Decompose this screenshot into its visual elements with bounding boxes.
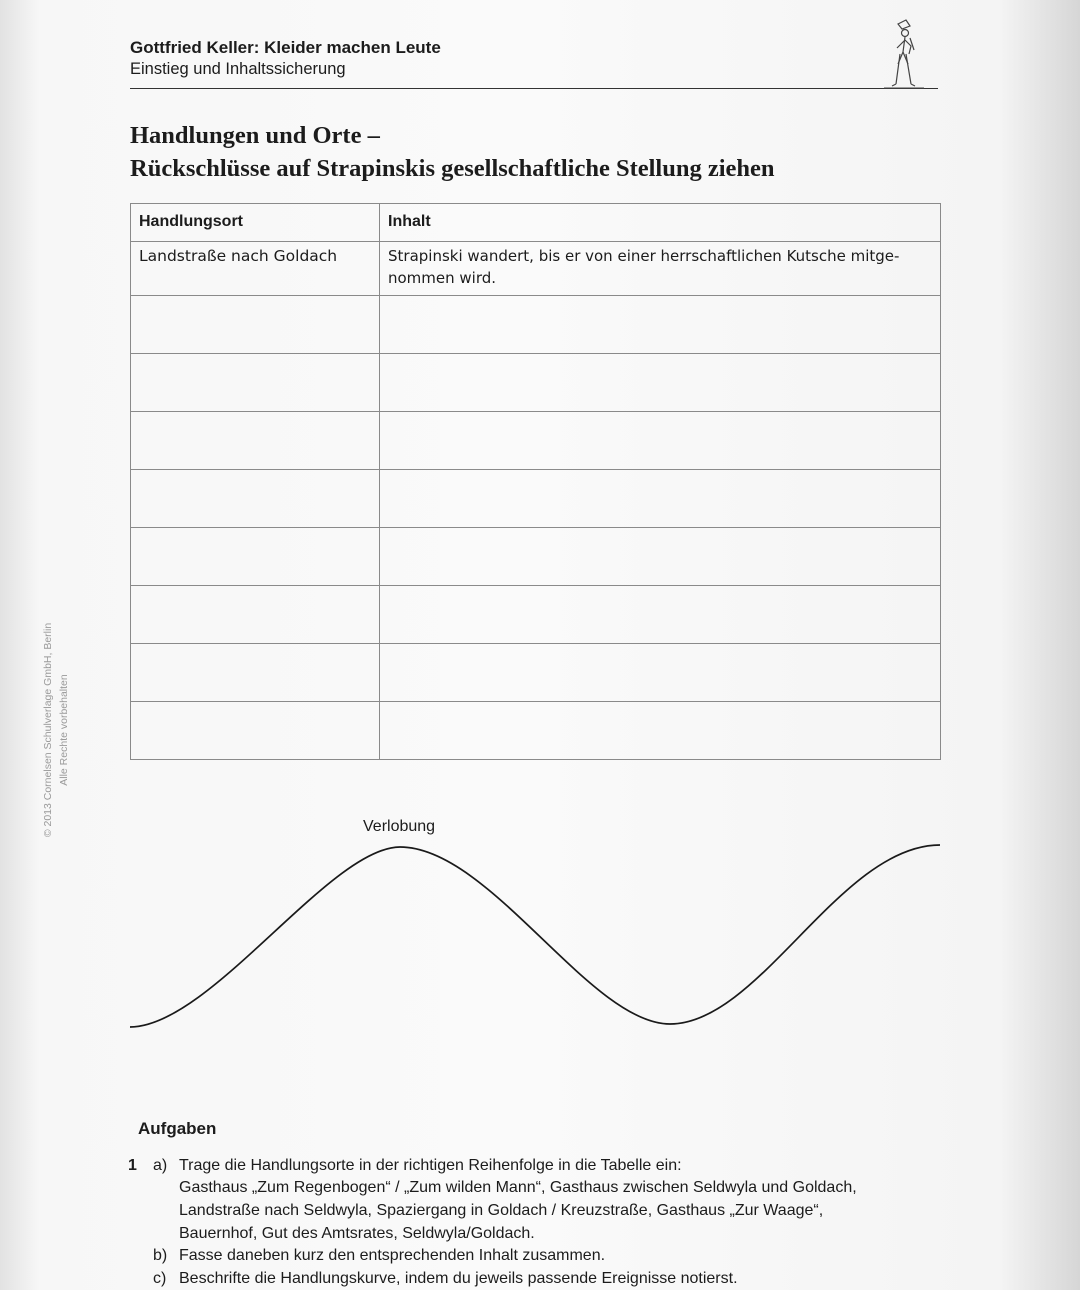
table-row <box>131 470 941 528</box>
place-cell[interactable] <box>131 528 380 586</box>
content-cell[interactable] <box>380 528 941 586</box>
table-row <box>131 586 941 644</box>
table-row <box>131 354 941 412</box>
copyright-notice <box>40 600 72 860</box>
task-c-text: Beschrifte die Handlungskurve, indem du jeweils passende Ereignisse notierst. <box>179 1270 738 1287</box>
place-cell[interactable] <box>131 702 380 760</box>
place-cell[interactable] <box>131 412 380 470</box>
place-cell[interactable] <box>131 644 380 702</box>
header-divider <box>130 88 938 89</box>
heading-line-1: Handlungen und Orte – <box>130 122 380 149</box>
content-cell[interactable] <box>380 242 941 296</box>
place-cell[interactable] <box>131 470 380 528</box>
column-header-place: Handlungsort <box>131 204 380 242</box>
content-cell[interactable] <box>380 702 941 760</box>
table-row <box>131 702 941 760</box>
task-a-marker: a) <box>153 1157 168 1174</box>
table-row <box>131 296 941 354</box>
table-row <box>131 412 941 470</box>
table-row <box>131 528 941 586</box>
table-row <box>131 644 941 702</box>
tasks-heading: Aufgaben <box>138 1119 217 1138</box>
task-c-marker: c) <box>153 1270 167 1287</box>
task-number: 1 <box>128 1157 137 1174</box>
content-cell[interactable] <box>380 586 941 644</box>
place-cell[interactable] <box>131 296 380 354</box>
plot-curve-line <box>130 845 940 1027</box>
header-subtitle: Einstieg und Inhaltssicherung <box>130 60 346 78</box>
plot-curve <box>120 835 950 1040</box>
column-header-content: Inhalt <box>380 204 941 242</box>
table-header-row <box>131 204 941 242</box>
place-cell[interactable]: Landstraße nach Goldach <box>131 242 380 296</box>
content-cell[interactable] <box>380 644 941 702</box>
content-cell[interactable] <box>380 296 941 354</box>
header-title: Gottfried Keller: Kleider machen Leute <box>130 38 441 57</box>
table-row <box>131 242 941 296</box>
task-b-marker: b) <box>153 1247 168 1264</box>
content-line-2: nommen wird. <box>388 269 497 287</box>
task-a-line-1: Trage die Handlungsorte in der richtigen Reihenfolge in die Tabelle ein: <box>179 1157 682 1174</box>
places-table <box>130 203 941 760</box>
content-cell[interactable] <box>380 412 941 470</box>
curve-label-verlobung: Verlobung <box>363 818 436 835</box>
place-cell[interactable] <box>131 586 380 644</box>
heading-line-2: Rückschlüsse auf Strapinskis gesellschaftliche Stellung ziehen <box>130 155 775 182</box>
task-b-text: Fasse daneben kurz den entsprechenden Inhalt zusammen. <box>179 1247 606 1264</box>
gentleman-figure-icon <box>884 18 924 90</box>
task-a-line-2: Gasthaus „Zum Regenbogen“ / „Zum wilden Mann“, Gasthaus zwischen Seldwyla und Goldach, <box>179 1179 857 1196</box>
task-a-line-4: Bauernhof, Gut des Amtsrates, Seldwyla/Goldach. <box>179 1225 535 1242</box>
copyright-line-2: Alle Rechte vorbehalten <box>58 674 70 786</box>
copyright-line-1: © 2013 Cornelsen Schulverlage GmbH, Berlin <box>42 622 54 838</box>
page-heading <box>130 119 775 185</box>
content-line-1: Strapinski wandert, bis er von einer herrschaftlichen Kutsche mitge- <box>388 247 900 265</box>
task-a-line-3: Landstraße nach Seldwyla, Spaziergang in Goldach / Kreuzstraße, Gasthaus „Zur Waage“, <box>179 1202 824 1219</box>
content-cell[interactable] <box>380 470 941 528</box>
content-cell[interactable] <box>380 354 941 412</box>
place-cell[interactable] <box>131 354 380 412</box>
